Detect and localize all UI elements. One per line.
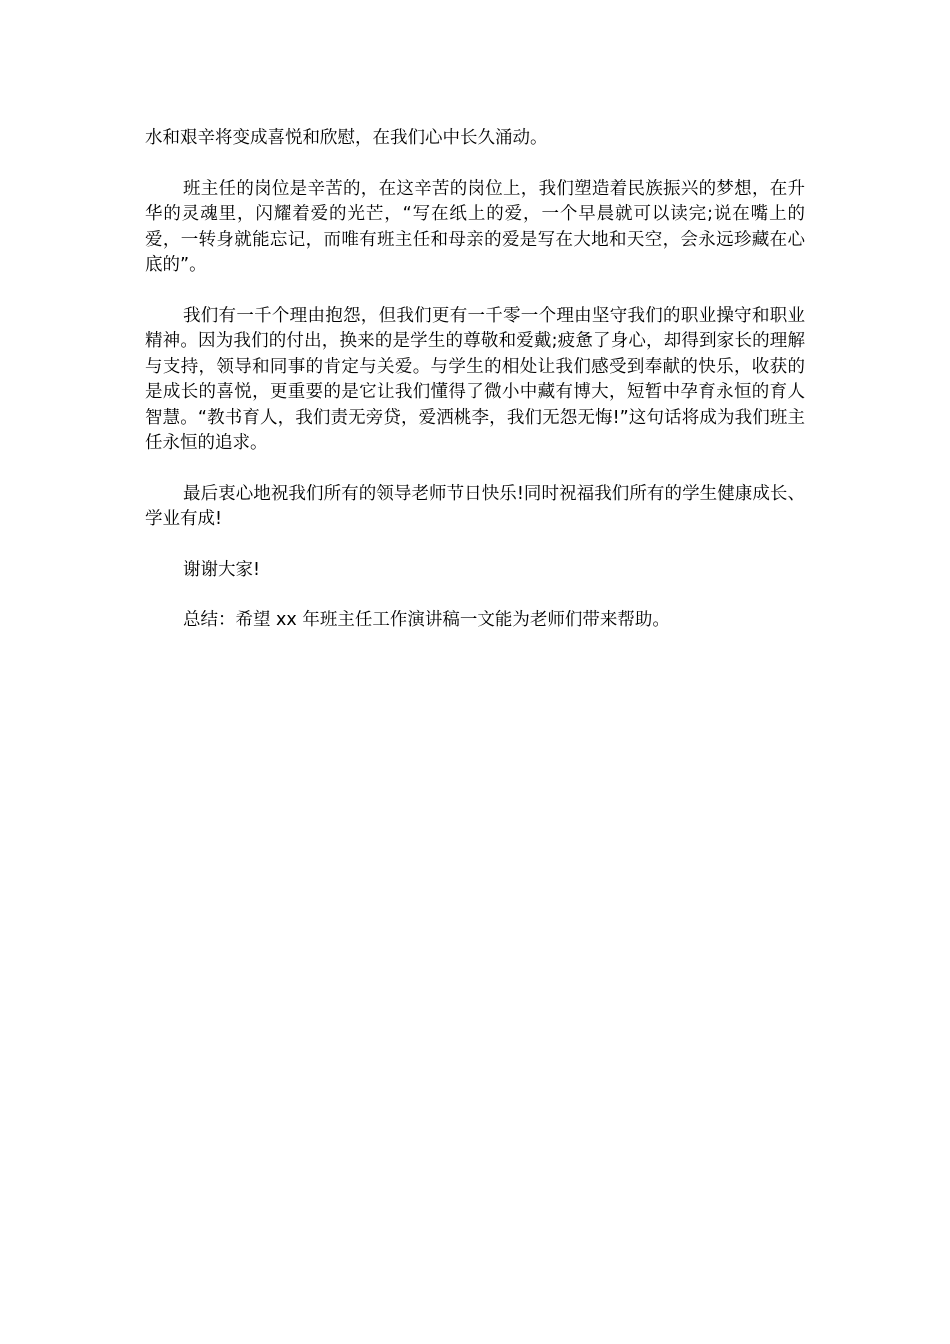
paragraph-blessing: 最后衷心地祝我们所有的领导老师节日快乐!同时祝福我们所有的学生健康成长、学业有成! — [145, 483, 805, 529]
paragraph-post-hardship: 班主任的岗位是辛苦的，在这辛苦的岗位上，我们塑造着民族振兴的梦想，在升华的灵魂里，闪耀着爱的光芒，“写在纸上的爱，一个早晨就可以读完;说在嘴上的爱，一转身就能忘记，而唯有班主任和母亲的爱是写在大地和天空，会永远珍藏在心底的”。 — [145, 178, 805, 275]
paragraph-summary: 总结：希望 xx 年班主任工作演讲稿一文能为老师们带来帮助。 — [183, 610, 670, 630]
paragraph-professional-spirit: 我们有一千个理由抱怨，但我们更有一千零一个理由坚守我们的职业操守和职业精神。因为我们的付出，换来的是学生的尊敬和爱戴;疲惫了身心，却得到家长的理解与支持，领导和同事的肯定与关爱。与学生的相处让我们感受到奉献的快乐，收获的是成长的喜悦，更重要的是它让我们懂得了微小中藏有博大，短暂中孕育永恒的育人智慧。“教书育人，我们责无旁贷，爱洒桃李，我们无怨无悔!”这句话将成为我们班主任永恒的追求。 — [145, 305, 805, 453]
paragraph-thanks: 谢谢大家! — [183, 559, 261, 580]
document-page — [145, 126, 805, 634]
paragraph-continuation: 水和艰辛将变成喜悦和欣慰，在我们心中长久涌动。 — [145, 128, 548, 148]
